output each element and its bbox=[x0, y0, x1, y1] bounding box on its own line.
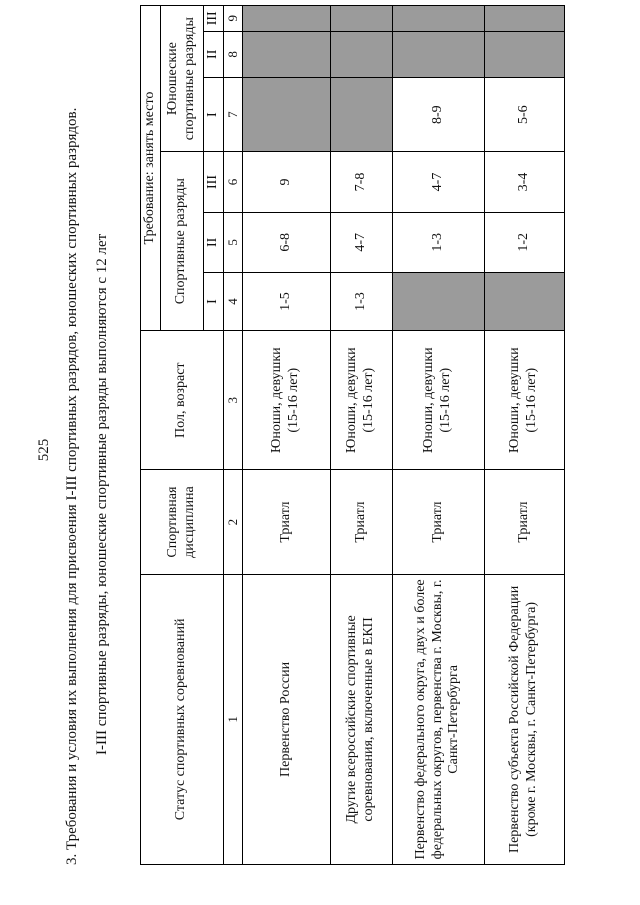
youth-rank-1-cell: 8-9 bbox=[392, 78, 484, 152]
table-row bbox=[330, 6, 392, 865]
youth-rank-2-cell bbox=[330, 31, 392, 77]
table-row bbox=[242, 6, 330, 865]
status-cell: Первенство федерального округа, двух и более федеральных округов, первенства г. Москвы, г. Санкт-Петербурга bbox=[392, 574, 484, 864]
rank-2-cell: 1-3 bbox=[392, 212, 484, 272]
discipline-cell: Триатл bbox=[392, 470, 484, 574]
youth-rank-2-cell bbox=[484, 31, 564, 77]
discipline-cell: Триатл bbox=[330, 470, 392, 574]
youth-rank-3-cell bbox=[392, 6, 484, 32]
header-rank-2: II bbox=[203, 212, 223, 272]
youth-rank-1-cell bbox=[242, 78, 330, 152]
table-caption: I-III спортивные разряды, юношеские спортивные разряды выполняются с 12 лет bbox=[94, 233, 110, 755]
rank-1-cell: 1-3 bbox=[330, 273, 392, 331]
rank-3-cell: 9 bbox=[242, 152, 330, 212]
header-status: Статус спортивных соревнований bbox=[141, 574, 224, 864]
status-cell: Другие всероссийские спортивные соревнования, включенные в ЕКП bbox=[330, 574, 392, 864]
rank-2-cell: 4-7 bbox=[330, 212, 392, 272]
column-number: 7 bbox=[223, 78, 242, 152]
gender-age-cell: Юноши, девушки (15-16 лет) bbox=[242, 331, 330, 470]
rank-3-cell: 4-7 bbox=[392, 152, 484, 212]
column-number: 9 bbox=[223, 6, 242, 32]
column-number-row bbox=[223, 6, 242, 865]
header-discipline: Спортивная дисциплина bbox=[141, 470, 224, 574]
column-number: 1 bbox=[223, 574, 242, 864]
header-rank-3: III bbox=[203, 152, 223, 212]
column-number: 3 bbox=[223, 331, 242, 470]
page-number: 525 bbox=[36, 438, 52, 462]
column-number: 6 bbox=[223, 152, 242, 212]
column-number: 5 bbox=[223, 212, 242, 272]
youth-rank-2-cell bbox=[242, 31, 330, 77]
rank-1-cell bbox=[484, 273, 564, 331]
rank-requirements-table bbox=[140, 5, 565, 865]
header-requirement: Требование: занять место bbox=[141, 6, 161, 331]
status-cell: Первенство субъекта Российской Федерации (кроме г. Москвы, г. Санкт-Петербурга) bbox=[484, 574, 564, 864]
header-gender-age: Пол, возраст bbox=[141, 331, 224, 470]
column-number: 4 bbox=[223, 273, 242, 331]
rank-3-cell: 3-4 bbox=[484, 152, 564, 212]
header-youth-rank-3: III bbox=[203, 6, 223, 32]
header-youth-rank-1: I bbox=[203, 78, 223, 152]
rank-3-cell: 7-8 bbox=[330, 152, 392, 212]
youth-rank-1-cell: 5-6 bbox=[484, 78, 564, 152]
status-cell: Первенство России bbox=[242, 574, 330, 864]
youth-rank-3-cell bbox=[330, 6, 392, 32]
youth-rank-3-cell bbox=[484, 6, 564, 32]
header-sport-ranks: Спортивные разряды bbox=[160, 152, 203, 331]
rank-2-cell: 6-8 bbox=[242, 212, 330, 272]
gender-age-cell: Юноши, девушки (15-16 лет) bbox=[484, 331, 564, 470]
table-row bbox=[484, 6, 564, 865]
rank-1-cell bbox=[392, 273, 484, 331]
column-number: 8 bbox=[223, 31, 242, 77]
discipline-cell: Триатл bbox=[242, 470, 330, 574]
youth-rank-1-cell bbox=[330, 78, 392, 152]
rank-1-cell: 1-5 bbox=[242, 273, 330, 331]
gender-age-cell: Юноши, девушки (15-16 лет) bbox=[330, 331, 392, 470]
rank-2-cell: 1-2 bbox=[484, 212, 564, 272]
youth-rank-2-cell bbox=[392, 31, 484, 77]
section-heading: 3. Требования и условия их выполнения для присвоения I-III спортивных разрядов, юношеских спортивных разрядов. bbox=[64, 107, 80, 865]
column-number: 2 bbox=[223, 470, 242, 574]
table-row bbox=[392, 6, 484, 865]
header-row-1 bbox=[141, 6, 161, 865]
header-youth-ranks: Юношеские спортивные разряды bbox=[160, 6, 203, 152]
header-youth-rank-2: II bbox=[203, 31, 223, 77]
header-rank-1: I bbox=[203, 273, 223, 331]
youth-rank-3-cell bbox=[242, 6, 330, 32]
discipline-cell: Триатл bbox=[484, 470, 564, 574]
gender-age-cell: Юноши, девушки (15-16 лет) bbox=[392, 331, 484, 470]
